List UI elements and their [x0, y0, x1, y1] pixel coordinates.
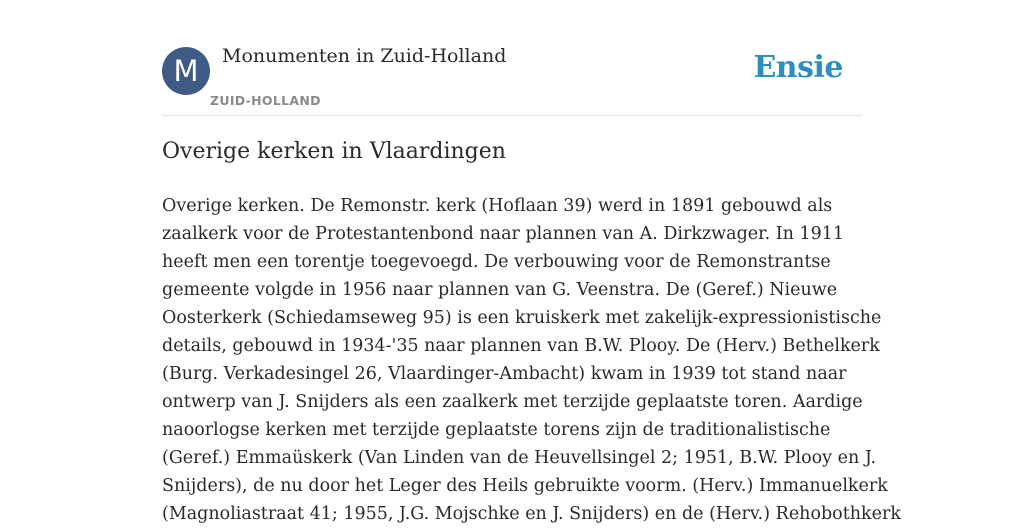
- brand-logo[interactable]: Ensie: [753, 50, 843, 85]
- article-line: Overige kerken. De Remonstr. kerk (Hoflaan 39) werd in 1891 gebouwd als: [162, 196, 833, 216]
- category-label[interactable]: ZUID-HOLLAND: [210, 93, 321, 108]
- header: [162, 44, 862, 116]
- avatar[interactable]: M: [162, 47, 210, 95]
- article-line: (Burg. Verkadesingel 26, Vlaardinger-Ambacht) kwam in 1939 tot stand naar: [162, 364, 847, 384]
- book-title[interactable]: Monumenten in Zuid-Holland: [222, 45, 507, 67]
- article-line: zaalkerk voor de Protestantenbond naar plannen van A. Dirkzwager. In 1911: [162, 224, 844, 244]
- article-line: naoorlogse kerken met terzijde geplaatste torens zijn de traditionalistische: [162, 420, 831, 440]
- article-line: details, gebouwd in 1934-'35 naar plannen van B.W. Plooy. De (Herv.) Bethelkerk: [162, 336, 880, 356]
- article-line: heeft men een torentje toegevoegd. De verbouwing voor de Remonstrantse: [162, 252, 831, 272]
- article-line: Snijders), de nu door het Leger des Heils gebruikte voorm. (Herv.) Immanuelkerk: [162, 476, 888, 496]
- article-body: [162, 192, 901, 528]
- article-line: (Magnoliastraat 41; 1955, J.G. Mojschke en J. Snijders) en de (Herv.) Rehobothkerk: [162, 504, 901, 524]
- article-line: ontwerp van J. Snijders als een zaalkerk met terzijde geplaatste toren. Aardige: [162, 392, 863, 412]
- article-line: gemeente volgde in 1956 naar plannen van G. Veenstra. De (Geref.) Nieuwe: [162, 280, 838, 300]
- article-line: (Geref.) Emmaüskerk (Van Linden van de Heuvellsingel 2; 1951, B.W. Plooy en J.: [162, 448, 877, 468]
- article-line: Oosterkerk (Schiedamseweg 95) is een kruiskerk met zakelijk-expressionistische: [162, 308, 882, 328]
- article-title: Overige kerken in Vlaardingen: [162, 139, 506, 164]
